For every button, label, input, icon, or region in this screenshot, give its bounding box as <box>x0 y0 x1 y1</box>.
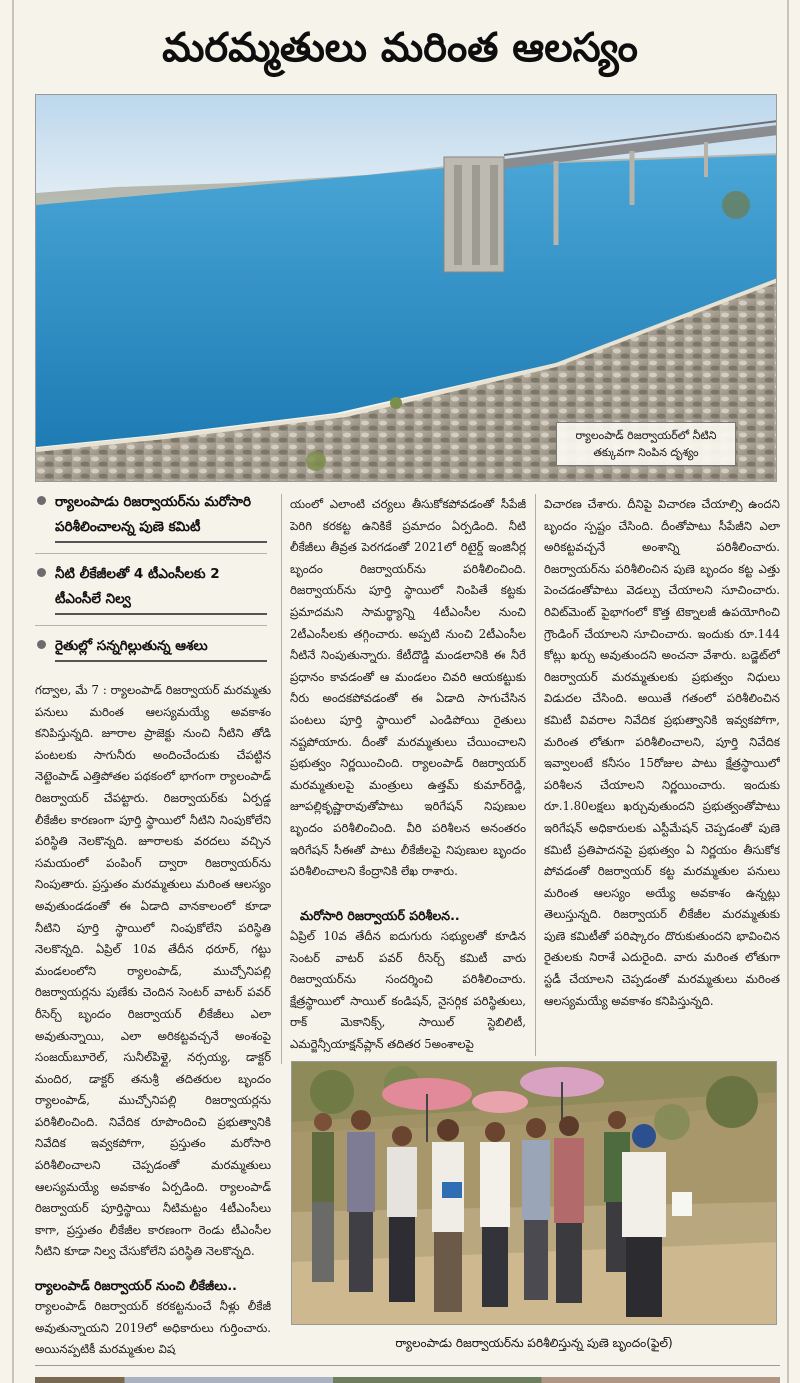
bottom-photo-caption: ర్యాలంపాడు రిజర్వాయర్‌ను పరిశీలిస్తున్న పుణె బృందం(ఫైల్) <box>395 1336 673 1350</box>
bullet-icon <box>37 640 46 649</box>
column-divider <box>535 494 536 1056</box>
column-divider <box>281 494 282 1064</box>
highlight-text: ర్యాలంపాడు రిజర్వాయర్‌ను మరోసారి పరిశీలించాలన్న పుణె కమిటీ <box>55 490 267 543</box>
highlight-text: నీటి లీకేజీలతో 4 టీఎంసీలకు 2 టీఎంసీలే నిల్వ <box>55 562 267 615</box>
highlight-item <box>35 562 267 615</box>
top-photo-caption: ర్యాలంపాడ్ రిజర్వాయర్‌లో నీటిని తక్కువగా నింపిన దృశ్యం <box>556 422 736 466</box>
left-margin-rule <box>12 0 14 1383</box>
highlight-item <box>35 634 267 662</box>
article-subheading: మరోసారి రిజర్వాయర్ పరిశీలన.. <box>300 908 460 923</box>
bottom-rule <box>35 1365 780 1366</box>
article-column-2-continued: ఏప్రిల్ 10వ తేదీన ఐదుగురు సభ్యులతో కూడిన సెంటర్ వాటర్ పవర్ రీసెర్చ్ కమిటీ వారు రిజర్వాయర్‌ను సందర్శించి పరిశీలించారు. క్షేత్రస్థాయిలో సాయిల్ కండిషన్, నైసర్గిక పరిస్థితులు, రాక్ మెకానిక్స్, సాయిల్ స్టెబిలిటీ, ఎమర్జెన్సీయాక్షన్‌ప్లాన్ తదితర 5అంశాలపై <box>290 929 526 1051</box>
article-column-3: విచారణ చేశారు. దీనిపై విచారణ చేయాల్సి ఉందని బృందం స్పష్టం చేసింది. దీంతోపాటు సీపేజీని ఎలా అరికట్టవచ్చనే అంశాన్ని పరిశీలించారు. రిజర్వాయర్‌ను పరిశీలించిన పుణె బృందం కట్ట ఎత్తు పెంచడంతోపాటు వెడల్పు చేయాలని సూచించారు. రివిట్‌మెంట్ పైభాగంలో కొత్త టెక్నాలజీ ఉపయోగించి గ్రౌండింగ్ చేయాలని సూచించారు. ఇందుకు రూ.144 కోట్లు ఖర్చు అవుతుందని అంచనా వేశారు. బడ్జెట్‌లో రిజర్వాయర్ మరమ్మతులకు ప్రభుత్వం నిధులు విడుదల చేసింది. అయితే గతంలో పరిశీలించిన కమిటీ వివరాల నివేదిక ప్రభుత్వానికి ఇవ్వకపోగా, మరింత లోతుగా పరిశీలించాలని, పూర్తి నివేదిక ఇవ్వాలంటే కనీసం 15రోజుల పాటు క్షేత్రస్థాయిలో పరిశీలన చేయాలని నిర్ణయించారు. ఇందుకు రూ.1.80లక్షలు ఖర్చువుతుందని ప్రభుత్వంతోపాటు ఇరిగేషన్ అధికారులకు ఎస్టీమేషన్ చెప్పడంతో పుణె కమిటీ ప్రతిపాదనపై ప్రభుత్వం ఏ నిర్ణయం తీసుకోక పోవడంతో రిజర్వాయర్ కట్ట మరమ్మతుల పనులు మరింత ఆలస్యం అయ్యే అవకాశం ఉన్నట్లు తెలుస్తున్నది. రిజర్వాయర్ లీకేజీల మరమ్మతుకు పుణె కమిటీతో పరిష్కారం దొరుకుతుందని భావించిన రైతులకు నిరాశే ఎదురైంది. వారు మరింత లోతుగా స్టడీ చేయాలని చెప్పడంతో మరమ్మతులు మరింత ఆలస్యమయ్యే అవకాశం కనిపిస్తున్నది. <box>544 497 780 1008</box>
highlight-divider <box>35 625 267 626</box>
article-column-1: గద్వాల, మే 7 : ర్యాలంపాడ్ రిజర్వాయర్ మరమ్మతు పనులు మరింత ఆలస్యమయ్యే అవకాశం కనిపిస్తున్నది. జూరాల ప్రాజెక్టు నుంచి నీటిని తోడి పంటలకు సాగునీరు అందించేందుకు చేపట్టిన నెట్టెంపాడ్ ఎత్తిపోతల పథకంలో భాగంగా ర్యాలంపాడ్ రిజర్వాయర్ చేపట్టారు. రిజర్వాయర్‌కు ఏర్పడ్డ లీకేజీల కారణంగా పూర్తి స్థాయిలో నీటిని నింపుకోలేని పరిస్థితి నెలకొన్నది. జూరాలకు వరదలు వచ్చిన సమయంలో పంపింగ్ ద్వారా రిజర్వాయర్‌ను నింపుతారు. ప్రస్తుతం మరమ్మతులు మరింత ఆలస్యం అవుతుండడంతో ఈ ఏడాది వానకాలంలో కూడా నీటిని పూర్తి స్థాయిలో నింపుకోలేని పరిస్థితి నెలకొన్నది. ఏప్రిల్ 10వ తేదీన ధరూర్, గట్టు మండలంలోని ర్యాలంపాడ్, ముచ్చోనిపల్లి రిజర్వాయర్లను పుణేకు చెందిన సెంటర్ వాటర్ పవర్ రీసెర్చ్ బృందం రిజర్వాయర్ లీకేజీలు ఎలా అవుతున్నాయి, ఎలా అరికట్టవచ్చనే అంశంపై సంజయ్‌బూరెల్, సునీల్‌పిళ్లై, నర్సయ్య, డాక్టర్ మందిర, డాక్టర్ తనుశ్రీ తదితరుల బృందం ర్యాలంపాడ్, ముచ్చోనిపల్లి రిజర్వాయర్లను పరిశీలించింది. నివేదిక రూపొందించి ప్రభుత్వానికి నివేదిక ఇవ్వకపోగా, ప్రస్తుతం మరోసారి పరిశీలించాలని చెప్పడంతో మరమ్మతులు ఆలస్యమయ్యే అవకాశం ఏర్పడింది. ర్యాలంపాడ్ రిజర్వాయర్ పూర్తిస్థాయి నీటిమట్టం 4టీఎంసీలు కాగా, ప్రస్తుతం లీకేజీల కారణంగా రెండు టీఎంసీల నీటిని కూడా నిల్వ చేసుకోలేని పరిస్థితి నెలకొన్నది. <box>35 683 271 1259</box>
article-subheading: ర్యాలంపాడ్ రిజర్వాయర్ నుంచి లీకేజీలు.. <box>35 1278 237 1293</box>
highlights-list <box>35 490 267 672</box>
right-margin-rule <box>787 0 789 1383</box>
team-inspection-photo <box>291 1061 777 1325</box>
team-inspection-photo-art <box>292 1062 777 1325</box>
highlight-item <box>35 490 267 543</box>
bullet-icon <box>37 568 46 577</box>
highlight-divider <box>35 553 267 554</box>
bullet-icon <box>37 496 46 505</box>
article-column-2: యంలో ఎలాంటి చర్యలు తీసుకోకపోవడంతో సీపేజీ పెరిగి కరకట్ట ఉనికికే ప్రమాదం ఏర్పడింది. నీటి లీకేజీలు తీవ్రత పెరగడంతో 2021లో రిటైర్డ్ ఇంజినీర్ల బృందం రిజర్వాయర్‌ను పరిశీలించింది. రిజర్వాయర్‌ను పూర్తి స్థాయిలో నింపితే కట్టకు ప్రమాదమని సామర్థ్యాన్ని 4టీఎంసీల నుంచి 2టీఎంసీలకు తగ్గించారు. అప్పటి నుంచి 2టీఎంసీల నీటినే నింపుతున్నారు. కేటీదొడ్డి మండలానికి ఈ నీరే ప్రధానం కావడంతో ఆ మండలం చివరి ఆయకట్టుకు నీరు అందకపోవడంతో ఈ ఏడాది సాగుచేసిన పంటలు పూర్తి స్థాయిలో ఎండిపోయి రైతులు నష్టపోయారు. దీంతో మరమ్మతులు చేయించాలని ప్రభుత్వం నిర్ణయించింది. ర్యాలంపాడ్ రిజర్వాయర్ మరమ్మతులపై మంత్రులు ఉత్తమ్ కుమార్‌రెడ్డి, జూపల్లికృష్ణారావుతోపాటు ఇరిగేషన్ నిపుణుల బృందం పరిశీలించింది. వీరి పరిశీలన అనంతరం ఇరిగేషన్ సీఈతో పాటు లీకేజీలపై నిపుణుల బృందం పరిశీలించాలని కేంద్రానికి లేఖ రాశారు. <box>290 497 526 879</box>
bottom-image-strip <box>35 1377 780 1383</box>
headline: మరమ్మతులు మరింత ఆలస్యం <box>162 25 638 71</box>
highlight-text: రైతుల్లో సన్నగిల్లుతున్న ఆశలు <box>55 634 267 662</box>
article-column-1-tail: ర్యాలంపాడ్ రిజర్వాయర్ కరకట్టనుంచే నీళ్లు లీకేజీ అవుతున్నాయని 2019లో అధికారులు గుర్తించారు. అయినప్పటికీ మరమ్మతుల విష <box>35 1299 271 1357</box>
